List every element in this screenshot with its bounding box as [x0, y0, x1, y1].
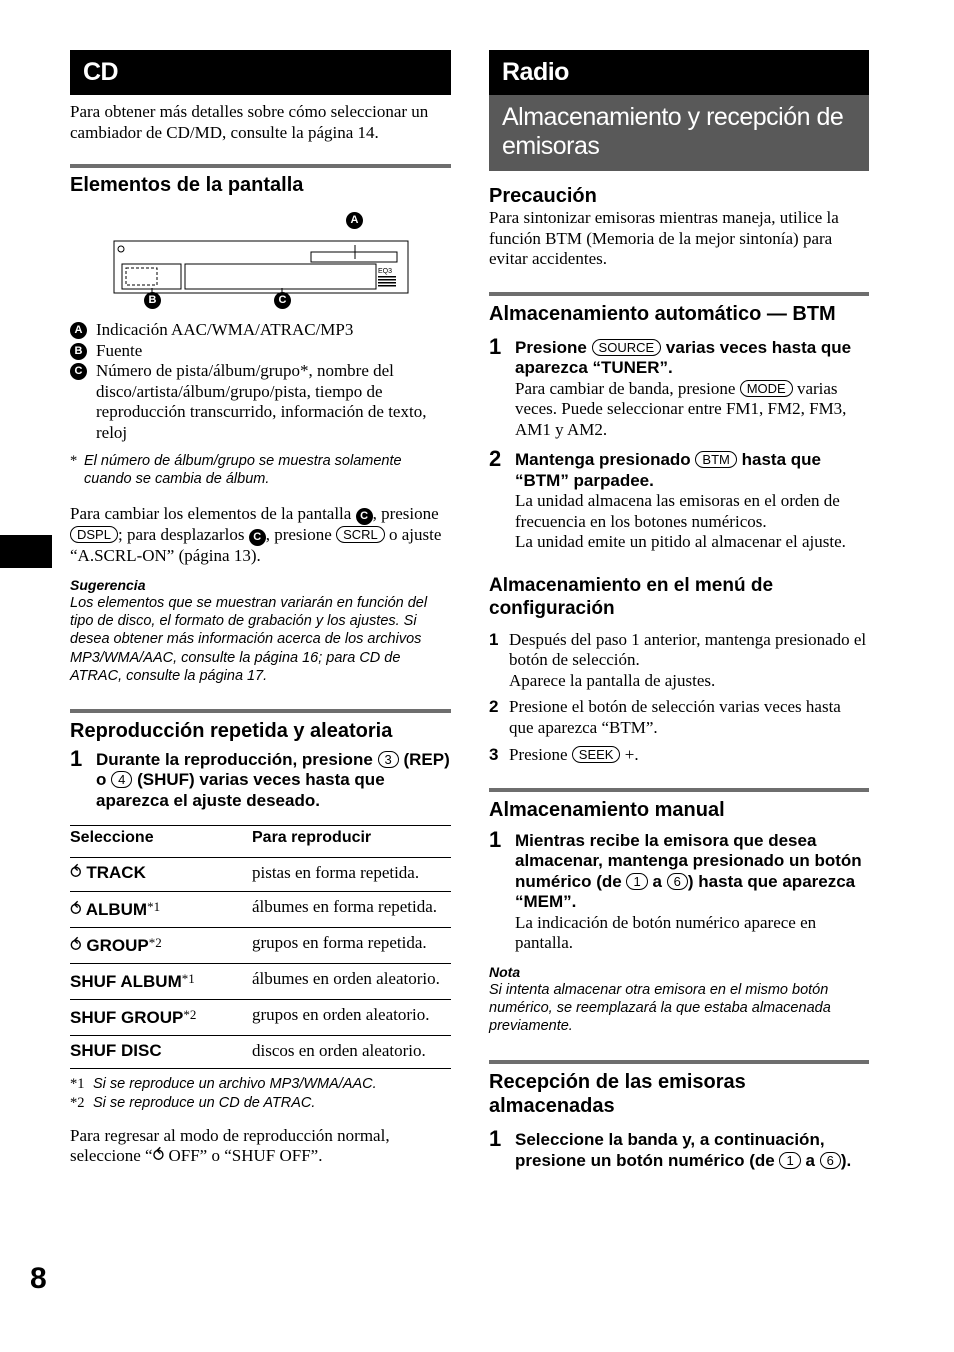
button-4[interactable]: 4 — [111, 771, 132, 788]
menu-item-1 — [489, 630, 869, 692]
legend-text: Número de pista/álbum/grupo*, nombre del disco/artista/álbum/grupo/pista, tiempo de reproducción transcurrido, información de texto, reloj — [96, 361, 427, 442]
display-heading: Elementos de la pantalla — [70, 174, 304, 196]
option-desc: grupos en forma repetida. — [252, 927, 451, 963]
step-number: 1 — [70, 745, 83, 771]
footnote-text: El número de álbum/grupo se muestra solamente cuando se cambia de álbum. — [84, 453, 402, 488]
step-text: Durante la reproducción, presione — [96, 749, 373, 769]
marker-a: A — [70, 322, 87, 339]
legend-text: Fuente — [96, 340, 143, 360]
item-text: Después del paso 1 anterior, mantenga presionado el botón de selección. — [509, 629, 867, 669]
step-text: Seleccione la banda y, a continuación, presione un botón numérico (de — [515, 1130, 825, 1170]
table-row — [70, 999, 451, 1035]
receive-step-1 — [489, 1126, 869, 1171]
callout-c: C — [274, 292, 291, 309]
step-text: a — [805, 1150, 815, 1170]
para-text: , presione — [372, 504, 439, 524]
item-text: +. — [624, 745, 639, 764]
option-desc: discos en orden aleatorio. — [252, 1035, 451, 1069]
menu-item-2 — [489, 697, 869, 738]
option-label: TRACK — [86, 863, 146, 883]
step-text: (SHUF) varias veces hasta que aparezca el ajuste deseado. — [96, 770, 385, 810]
footnote-mark: *1 — [70, 1076, 85, 1093]
table-row — [70, 891, 451, 927]
footnote-ref: *2 — [148, 934, 162, 950]
menu-item-3 — [489, 745, 869, 766]
option-label: ALBUM — [85, 899, 148, 919]
step-text: Mientras recibe la emisora que desea almacenar, mantenga presionado un botón numérico (de — [515, 830, 862, 891]
caution-text: Para sintonizar emisoras mientras maneja, utilice la función BTM (Memoria de la mejor sintonía) para evitar accidentes. — [489, 208, 839, 268]
callout-b: B — [144, 292, 161, 309]
repeat-icon: ⥀ — [70, 935, 82, 955]
codec-indicator-box — [311, 252, 397, 262]
footnote-mark: * — [70, 453, 78, 469]
btm-step-2 — [489, 446, 869, 553]
option-desc: álbumes en orden aleatorio. — [252, 963, 451, 999]
table-header-play: Para reproducir — [252, 829, 372, 847]
option-desc: pistas en forma repetida. — [252, 858, 451, 892]
seek-button[interactable]: SEEK — [572, 746, 621, 763]
step-text: Para cambiar de banda, presione — [515, 378, 736, 398]
btm-step-1 — [489, 333, 869, 441]
cd-column — [70, 50, 451, 1167]
para-text: Para cambiar los elementos de la pantalla — [70, 504, 352, 524]
option-desc: álbumes en forma repetida. — [252, 891, 451, 927]
manual-step-1 — [489, 826, 869, 954]
step-number: 1 — [489, 333, 502, 359]
eq-label: EQ3 — [378, 268, 393, 275]
legend-text: Indicación AAC/WMA/ATRAC/MP3 — [96, 320, 354, 339]
item-text: Aparece la pantalla de ajustes. — [509, 670, 716, 690]
table-row — [70, 1035, 451, 1069]
display-footnote — [70, 452, 451, 488]
display-outline — [114, 241, 408, 293]
section-rule — [70, 709, 451, 713]
table-header-select: Seleccione — [70, 829, 154, 847]
tip-block — [70, 576, 451, 685]
step-body: La indicación de botón numérico aparece en pantalla. — [515, 912, 817, 952]
tip-title: Sugerencia — [70, 576, 146, 593]
select-cell — [70, 1035, 252, 1069]
display-legend — [70, 320, 451, 443]
btm-button[interactable]: BTM — [695, 451, 736, 468]
step-text: (REP) o — [96, 749, 450, 790]
footnote-mark: *2 — [70, 1094, 85, 1111]
footnote-ref: *1 — [181, 970, 195, 986]
table-footnote-1 — [70, 1075, 451, 1093]
table-footnote-2 — [70, 1094, 451, 1112]
section-rule — [489, 1060, 869, 1064]
small-indicator-icon — [118, 246, 124, 252]
caution-heading: Precaución — [489, 185, 597, 207]
repeat-icon: ⥀ — [70, 863, 82, 883]
section-tab-marker — [0, 535, 52, 568]
option-desc: grupos en orden aleatorio. — [252, 999, 451, 1035]
note-title: Nota — [489, 963, 521, 980]
step-instruction — [515, 1130, 869, 1171]
para-text: ; para desplazarlos — [117, 525, 245, 545]
repeat-table — [70, 825, 451, 1069]
display-diagram — [70, 199, 451, 302]
item-number: 3 — [489, 745, 499, 764]
select-cell — [70, 891, 252, 927]
select-cell — [70, 927, 252, 963]
source-button[interactable]: SOURCE — [592, 339, 662, 356]
para-text: Para regresar al modo de reproducción normal, seleccione “ — [70, 1125, 390, 1166]
item-text: Presione el botón de selección varias veces hasta que aparezca “BTM”. — [509, 697, 841, 737]
repeat-step-1 — [70, 745, 451, 812]
table-row — [70, 963, 451, 999]
marker-b: B — [70, 343, 87, 360]
display-change-paragraph — [70, 504, 451, 567]
table-row — [70, 858, 451, 892]
step-number: 1 — [489, 826, 502, 852]
step-text: ) hasta que aparezca “MEM”. — [515, 871, 856, 911]
step-text: ). — [840, 1150, 852, 1170]
marker-c: C — [70, 363, 87, 380]
marker-c-inline: C — [356, 508, 373, 525]
option-label: SHUF ALBUM — [70, 971, 182, 991]
radio-column — [489, 50, 869, 1171]
step-number: 1 — [489, 1126, 502, 1152]
cd-intro: Para obtener más detalles sobre cómo seleccionar un cambiador de CD/MD, consulte la página 14. — [70, 102, 429, 142]
option-label: SHUF GROUP — [70, 1007, 184, 1027]
closing-paragraph — [70, 1126, 451, 1167]
step-body — [515, 379, 869, 441]
number-button-6[interactable]: 6 — [667, 873, 688, 890]
select-cell — [70, 858, 252, 892]
tip-text: Los elementos que se muestran variarán en función del tipo de disco, el formato de grabación y los ajustes. Si desea obtener más información acerca de los archivos MP3/WMA/AAC, consulte la página 16; para CD de ATRAC, consulte la página 17. — [70, 594, 428, 684]
step-text: Mantenga presionado — [515, 450, 691, 469]
menu-heading: Almacenamiento en el menú de configuración — [489, 574, 774, 619]
step-instruction — [515, 338, 869, 379]
step-instruction — [515, 450, 869, 491]
eq-bars — [378, 276, 396, 287]
source-segments — [126, 268, 157, 285]
number-button-1[interactable]: 1 — [779, 1152, 800, 1169]
display-diagram-svg — [70, 199, 451, 302]
item-text: Presione — [509, 745, 568, 764]
step-text: hasta que “BTM” parpadee. — [515, 450, 821, 490]
option-label: SHUF DISC — [70, 1040, 162, 1060]
step-text: varias veces hasta que aparezca “TUNER”. — [515, 337, 852, 377]
para-text: o ajuste “A.SCRL-ON” (página 13). — [70, 525, 442, 566]
legend-item-b — [70, 341, 451, 362]
button-3[interactable]: 3 — [378, 751, 399, 768]
legend-item-a — [70, 320, 451, 341]
dspl-button[interactable]: DSPL — [70, 526, 118, 543]
callout-a: A — [346, 212, 363, 229]
radio-subtitle: Almacenamiento y recepción de emisoras — [489, 95, 869, 171]
select-cell — [70, 963, 252, 999]
step-text: Presione — [515, 337, 587, 357]
footnote-text: Si se reproduce un CD de ATRAC. — [93, 1094, 316, 1111]
marker-c-inline: C — [249, 529, 266, 546]
section-rule — [489, 788, 869, 792]
scrl-button[interactable]: SCRL — [336, 526, 385, 543]
note-block — [489, 963, 869, 1036]
option-label: GROUP — [86, 935, 149, 955]
footnote-ref: *1 — [147, 898, 161, 914]
step-text: varias veces. Puede seleccionar entre FM1, FM2, FM3, AM1 y AM2. — [515, 378, 847, 439]
item-number: 1 — [489, 629, 499, 649]
radio-title: Radio — [489, 50, 869, 95]
cd-title: CD — [70, 50, 451, 95]
repeat-heading: Reproducción repetida y aleatoria — [70, 719, 393, 742]
repeat-icon: ⥀ — [152, 1146, 165, 1166]
receive-heading: Recepción de las emisoras almacenadas — [489, 1071, 746, 1118]
number-button-6[interactable]: 6 — [820, 1152, 841, 1169]
section-rule — [70, 164, 451, 168]
table-row — [70, 927, 451, 963]
page-number: 8 — [30, 1262, 47, 1295]
select-cell — [70, 999, 252, 1035]
footnote-ref: *2 — [183, 1006, 197, 1022]
legend-item-c — [70, 361, 451, 443]
item-number: 2 — [489, 697, 499, 716]
step-instruction — [96, 750, 451, 812]
step-body: La unidad almacena las emisoras en el orden de frecuencia en los botones numéricos. — [515, 491, 840, 531]
section-rule — [489, 292, 869, 296]
number-button-1[interactable]: 1 — [626, 873, 647, 890]
mode-button[interactable]: MODE — [740, 380, 793, 397]
step-instruction — [515, 831, 869, 913]
repeat-icon: ⥀ — [70, 899, 82, 919]
step-text: a — [652, 871, 662, 891]
btm-heading: Almacenamiento automático — BTM — [489, 302, 836, 325]
para-text: , presione — [265, 525, 332, 545]
note-text: Si intenta almacenar otra emisora en el mismo botón numérico, se reemplazará la que estaba almacenada previamente. — [489, 981, 831, 1034]
step-number: 2 — [489, 446, 502, 471]
footnote-text: Si se reproduce un archivo MP3/WMA/AAC. — [93, 1076, 377, 1093]
text-area-box — [185, 264, 376, 289]
manual-heading: Almacenamiento manual — [489, 798, 725, 821]
step-body: La unidad emite un pitido al almacenar el ajuste. — [515, 532, 846, 551]
para-text: OFF” o “SHUF OFF”. — [168, 1146, 323, 1166]
